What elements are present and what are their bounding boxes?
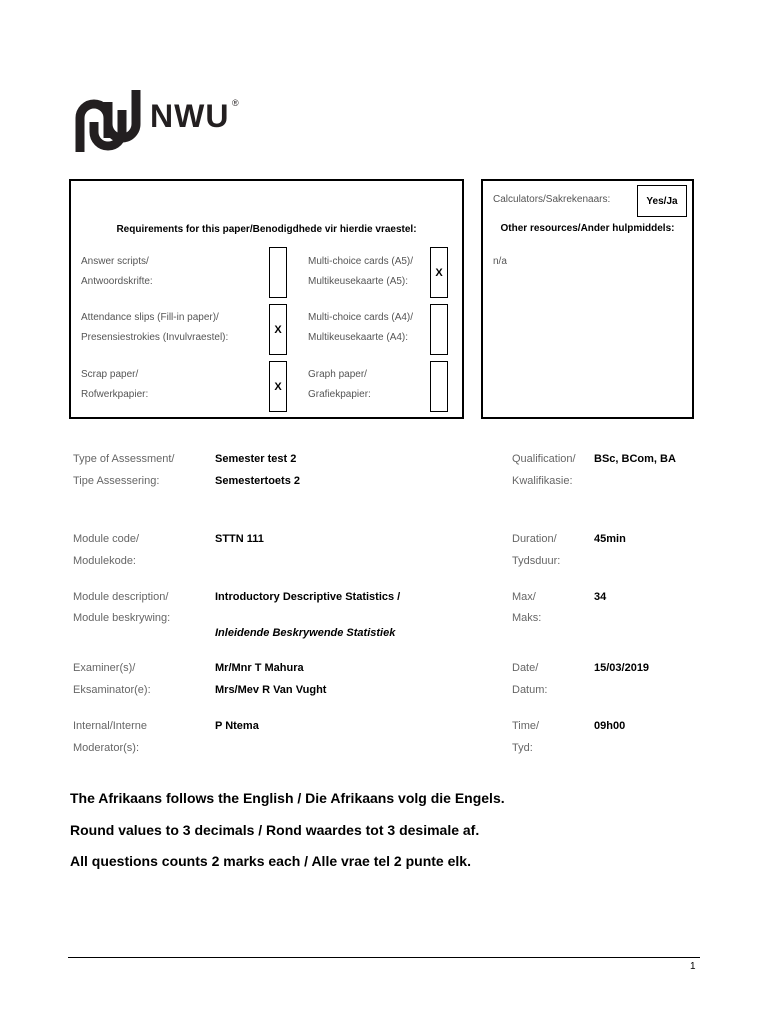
duration-label-1: Duration/ bbox=[512, 533, 557, 545]
duration-value: 45min bbox=[594, 533, 626, 545]
examiner-value-1: Mr/Mnr T Mahura bbox=[215, 662, 304, 674]
type-label-2: Tipe Assessering: bbox=[73, 475, 160, 487]
req-right-3 bbox=[308, 365, 371, 405]
req-left-2 bbox=[81, 308, 228, 348]
examiner-value-2: Mrs/Mev R Van Vught bbox=[215, 684, 327, 696]
moderator-label-1: Internal/Interne bbox=[73, 720, 147, 732]
req-left-3 bbox=[81, 365, 148, 405]
req-label: Attendance slips (Fill-in paper)/ bbox=[81, 312, 219, 323]
module-desc-label-1: Module description/ bbox=[73, 591, 169, 603]
other-resources-value: n/a bbox=[493, 256, 507, 267]
req-label: Multikeusekaarte (A4): bbox=[308, 332, 409, 343]
req-label: Scrap paper/ bbox=[81, 369, 139, 380]
examiner-label-1: Examiner(s)/ bbox=[73, 662, 136, 674]
max-label-2: Maks: bbox=[512, 612, 542, 624]
moderator-value: P Ntema bbox=[215, 720, 259, 732]
logo-wordmark: NWU bbox=[150, 98, 230, 134]
calculators-value: Yes/Ja bbox=[637, 185, 687, 217]
module-code-label-2: Modulekode: bbox=[73, 555, 136, 567]
req-label: Multi-choice cards (A5)/ bbox=[308, 256, 414, 267]
module-desc-value-2: Inleidende Beskrywende Statistiek bbox=[215, 627, 396, 639]
resources-box bbox=[481, 179, 694, 419]
req-label: Antwoordskrifte: bbox=[81, 276, 153, 287]
registered-mark: ® bbox=[232, 98, 239, 108]
max-label-1: Max/ bbox=[512, 591, 536, 603]
scrap-paper-checkbox: X bbox=[269, 361, 287, 412]
req-label: Graph paper/ bbox=[308, 369, 367, 380]
mc-cards-a5-checkbox: X bbox=[430, 247, 448, 298]
nwu-emblem-icon bbox=[72, 88, 144, 154]
date-value: 15/03/2019 bbox=[594, 662, 650, 674]
instruction-line: Round values to 3 decimals / Rond waardes tot 3 desimale af. bbox=[70, 822, 480, 838]
instruction-line: The Afrikaans follows the English / Die Afrikaans volg die Engels. bbox=[70, 790, 505, 806]
type-value-1: Semester test 2 bbox=[215, 453, 297, 465]
duration-label-2: Tydsduur: bbox=[512, 555, 561, 567]
module-desc-label-2: Module beskrywing: bbox=[73, 612, 171, 624]
req-right-1 bbox=[308, 252, 413, 292]
req-label: Answer scripts/ bbox=[81, 256, 149, 267]
moderator-label-2: Moderator(s): bbox=[73, 742, 140, 754]
time-label-1: Time/ bbox=[512, 720, 540, 732]
module-code-value: STTN 111 bbox=[215, 533, 264, 545]
date-label-2: Datum: bbox=[512, 684, 548, 696]
graph-paper-checkbox bbox=[430, 361, 448, 412]
footer-rule bbox=[68, 957, 700, 958]
time-label-2: Tyd: bbox=[512, 742, 533, 754]
module-desc-value-1: Introductory Descriptive Statistics / bbox=[215, 591, 401, 603]
time-value: 09h00 bbox=[594, 720, 626, 732]
req-label: Presensiestrokies (Invulvraestel): bbox=[81, 332, 229, 343]
requirements-title: Requirements for this paper/Benodigdhede vir hierdie vraestel: bbox=[116, 224, 417, 235]
nwu-logo bbox=[72, 88, 242, 154]
req-right-2 bbox=[308, 308, 413, 348]
type-label-1: Type of Assessment/ bbox=[73, 453, 175, 465]
page-number: 1 bbox=[690, 961, 696, 972]
examiner-label-2: Eksaminator(e): bbox=[73, 684, 151, 696]
qualification-label-2: Kwalifikasie: bbox=[512, 475, 573, 487]
type-value-2: Semestertoets 2 bbox=[215, 475, 300, 487]
module-code-label-1: Module code/ bbox=[73, 533, 140, 545]
req-label: Multi-choice cards (A4)/ bbox=[308, 312, 414, 323]
calculators-label: Calculators/Sakrekenaars: bbox=[493, 194, 611, 205]
req-label: Grafiekpapier: bbox=[308, 389, 371, 400]
req-label: Multikeusekaarte (A5): bbox=[308, 276, 409, 287]
qualification-label-1: Qualification/ bbox=[512, 453, 576, 465]
requirements-box bbox=[69, 179, 464, 419]
mc-cards-a4-checkbox bbox=[430, 304, 448, 355]
req-left-1 bbox=[81, 252, 153, 292]
answer-scripts-checkbox bbox=[269, 247, 287, 298]
instruction-line: All questions counts 2 marks each / Alle vrae tel 2 punte elk. bbox=[70, 853, 471, 869]
date-label-1: Date/ bbox=[512, 662, 539, 674]
attendance-slips-checkbox: X bbox=[269, 304, 287, 355]
max-value: 34 bbox=[594, 591, 607, 603]
other-resources-label: Other resources/Ander hulpmiddels: bbox=[500, 223, 675, 234]
req-label: Rofwerkpapier: bbox=[81, 389, 149, 400]
qualification-value: BSc, BCom, BA bbox=[594, 453, 676, 465]
